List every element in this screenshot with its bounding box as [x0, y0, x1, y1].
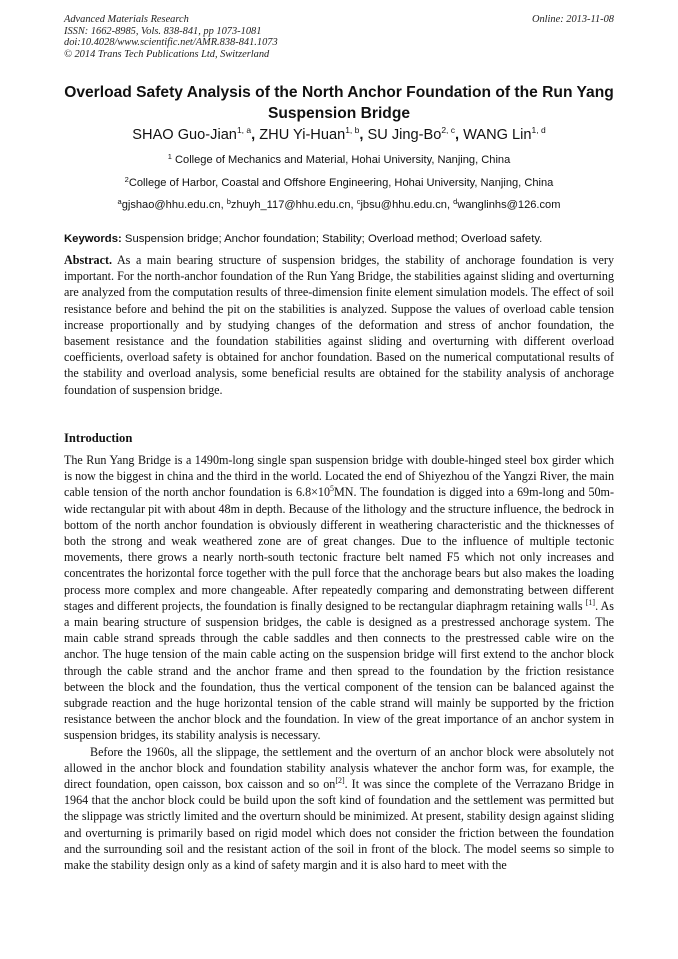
- email-mark: b: [226, 197, 231, 206]
- affiliation-text: College of Mechanics and Material, Hohai University, Nanjing, China: [175, 154, 511, 166]
- paper-title: Overload Safety Analysis of the North Anchor Foundation of the Run Yang Suspension Bridge: [64, 84, 614, 122]
- introduction-body: [64, 452, 614, 873]
- abstract: [64, 252, 614, 398]
- journal-doi: doi:10.4028/www.scientific.net/AMR.838-841.1073: [64, 37, 278, 49]
- author-affiliation-mark: 2, c: [441, 125, 456, 135]
- author-affiliation-mark: 1, b: [345, 125, 360, 135]
- citation-ref: [1]: [585, 597, 596, 607]
- email-mark: d: [453, 197, 458, 206]
- paragraph-text: . It was since the complete of the Verrazano Bridge in 1964 that the anchor block could be build upon the soft kind of foundation and the settlement was permitted but the slippage was strictly limited and the overturn should be minimized. At present, stability design against sliding and overturning is primarily based on rigid model which does not consider the friction between the foundation and the surrounding soil and the resistant action of the soil in front of the block. The model seems so simple to make the stability design only as a kind of safety margin and it is also hard to meet with the: [64, 777, 614, 873]
- author-separator: ,: [251, 127, 260, 143]
- journal-name: Advanced Materials Research: [64, 14, 189, 25]
- superscript: 5: [330, 484, 335, 494]
- abstract-text: As a main bearing structure of suspension bridges, the stability of anchorage foundation is very important. For the north-anchor foundation of the Run Yang Bridge, the stabilities against sliding and overturning are analyzed from the computation results of three-dimension finite element simulation models. The effect of soil resistance before and behind the pit on the stabilities is analyzed. Suppose the values of overload cable tension increase proportionally and by studying changes of the deformation and stress of anchor foundation, the basement resistance and the foundation stabilities against sliding and overturning with different overload coefficients, overload safety is obtained for anchor foundation. Based on the numerical computational results of the stability and overload analysis, some beneficial results are obtained for the stability analysis of anchorage foundation of suspension bridge.: [64, 253, 614, 397]
- email-address: zhuyh_117@hhu.edu.cn: [230, 199, 351, 211]
- paragraph-text: The Run Yang Bridge is a 1490m-long single span suspension bridge with double-hinged steel box girder which is now the biggest in china and the third in the world. Located the end of Shiyezhou of the Yangzi River, the main cable tension of the north anchor foundation is 6.8×10: [64, 453, 614, 500]
- email-address: wanglinhs@126.com: [457, 199, 561, 211]
- email-mark: a: [117, 197, 122, 206]
- abstract-label: Abstract.: [64, 253, 113, 267]
- keywords-label: Keywords:: [64, 233, 122, 245]
- paragraph: [64, 452, 614, 744]
- author-emails: $^a$gjshao@hhu.edu.cn, $^b$zhuyh_117@hhu.edu.cn, $^c$jbsu@hhu.edu.cn, $^d$wanglinhs@126.com: [117, 197, 561, 211]
- author-name: WANG Lin: [463, 127, 532, 143]
- email-address: jbsu@hhu.edu.cn: [360, 199, 447, 211]
- author-name: SHAO Guo-Jian: [132, 127, 237, 143]
- affiliation-1: [64, 153, 614, 167]
- author-separator: ,: [359, 127, 368, 143]
- author-affiliation-mark: 1, d: [531, 125, 546, 135]
- email-address: gjshao@hhu.edu.cn: [121, 199, 221, 211]
- author-affiliation-mark: 1, a: [236, 125, 252, 135]
- citation-ref: [2]: [335, 776, 345, 786]
- email-mark: c: [356, 197, 361, 206]
- author-separator: ,: [455, 127, 464, 143]
- paragraph: [64, 744, 614, 874]
- journal-copyright: © 2014 Trans Tech Publications Ltd, Switzerland: [64, 48, 270, 60]
- paragraph-text: Before the 1960s, all the slippage, the settlement and the overturn of an anchor block were absolutely not allowed in the anchor block and foundation stability analysis whatever the anchor form was, for example, the direct foundation, open caisson, box caisson and so on: [64, 744, 614, 792]
- author-name: ZHU Yi-Huan: [259, 127, 346, 143]
- introduction-heading: Introduction: [64, 431, 133, 445]
- author-name: SU Jing-Bo: [367, 127, 442, 143]
- journal-header: [64, 14, 278, 60]
- keywords-text: Suspension bridge; Anchor foundation; Stability; Overload method; Overload safety.: [124, 233, 543, 245]
- online-date: Online: 2013-11-08: [531, 14, 614, 25]
- keywords: [64, 232, 614, 246]
- affiliation-text: College of Harbor, Coastal and Offshore Engineering, Hohai University, Nanjing, China: [128, 177, 554, 189]
- affiliation-mark: 1: [167, 152, 172, 161]
- affiliation-2: [64, 176, 614, 190]
- paragraph-text: . As a main bearing structure of suspension bridges, the cable is designed as a prestressed anchorage system. The main cable strand spreads through the cable saddles and then connects to the prestressed cable wire on the anchor. The huge tension of the main cable acting on the suspension bridge will first extend to the anchor block through the cable strand and the anchor frame and then spread to the foundation by the friction resistance between the block and the foundation, thus the vertical component of the tension can be balanced against the subgrade reaction and the huge horizontal tension of the cable strand will mainly be supported by the friction resistance between the anchor block and the foundation. In view of the great importance of an anchor system in suspension bridges, its stability analysis is necessary.: [64, 598, 614, 743]
- affiliation-mark: 2: [124, 175, 129, 184]
- paragraph-text: MN. The foundation is digged into a 69m-long and 50m-wide rectangular pit with about 48m in depth. Because of the lithology and the structure influence, the bedrock in bottom of the north anchor foundation is obviously different in weathering characteristic and the thicknesses of both the strong and weak weathered zone are of great changes. Due to the influence of multiple tectonic movements, there grows a nearly north-south tectonic fracture belt named F5 which not only increases and concentrates the horizontal force together with the pull force that the anchorage bears but also makes the loading process more complex and more changeable. After repeatedly comparing and demonstrating between different stages and different projects, the foundation is finally designed to be rectangular diaphragm retaining walls: [64, 485, 614, 613]
- journal-issn: ISSN: 1662-8985, Vols. 838-841, pp 1073-1081: [64, 25, 262, 37]
- author-list: [64, 126, 614, 144]
